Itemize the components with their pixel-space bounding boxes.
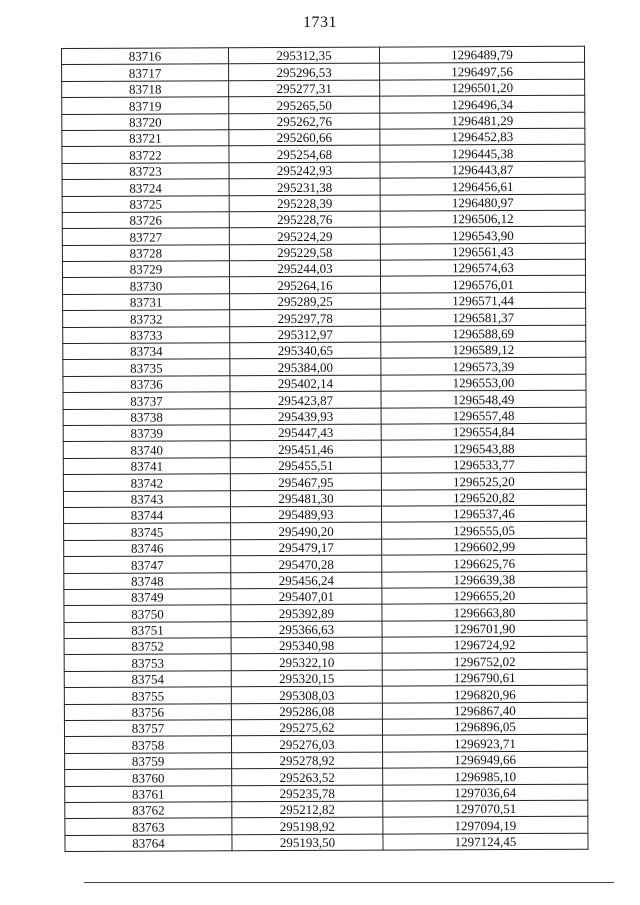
point-number-cell: 83748 xyxy=(64,572,231,589)
table-row xyxy=(62,145,585,164)
y-coordinate-cell: 1296571,44 xyxy=(381,292,586,309)
x-coordinate-cell: 295297,78 xyxy=(230,309,381,326)
table-row xyxy=(65,784,588,803)
y-coordinate-cell: 1297070,51 xyxy=(383,800,588,817)
y-coordinate-cell: 1296867,40 xyxy=(382,702,587,719)
point-number-cell: 83751 xyxy=(64,621,231,638)
table-row xyxy=(62,46,585,65)
point-number-cell: 83743 xyxy=(63,490,230,507)
x-coordinate-cell: 295224,29 xyxy=(229,227,380,244)
point-number-cell: 83719 xyxy=(62,97,229,114)
y-coordinate-cell: 1296501,20 xyxy=(380,79,585,96)
y-coordinate-cell: 1296576,01 xyxy=(381,276,586,293)
point-number-cell: 83739 xyxy=(63,425,230,442)
x-coordinate-cell: 295193,50 xyxy=(232,834,383,851)
y-coordinate-cell: 1296445,38 xyxy=(380,145,585,162)
x-coordinate-cell: 295229,58 xyxy=(229,244,380,261)
x-coordinate-cell: 295242,93 xyxy=(229,162,380,179)
table-row xyxy=(62,243,585,262)
table-row xyxy=(62,210,585,229)
point-number-cell: 83746 xyxy=(64,539,231,556)
table-row xyxy=(64,620,587,639)
table-row xyxy=(64,571,587,590)
point-number-cell: 83728 xyxy=(62,244,229,261)
point-number-cell: 83721 xyxy=(62,130,229,147)
y-coordinate-cell: 1296537,46 xyxy=(382,505,587,522)
table-row xyxy=(63,308,586,327)
y-coordinate-cell: 1296496,34 xyxy=(380,95,585,112)
point-number-cell: 83732 xyxy=(63,310,230,327)
table-row xyxy=(62,112,585,131)
table-row xyxy=(63,489,586,508)
y-coordinate-cell: 1296625,76 xyxy=(382,554,587,571)
point-number-cell: 83718 xyxy=(62,81,229,98)
y-coordinate-cell: 1296497,56 xyxy=(380,63,585,80)
y-coordinate-cell: 1296724,92 xyxy=(382,636,587,653)
table-row xyxy=(65,817,588,836)
x-coordinate-cell: 295264,16 xyxy=(230,277,381,294)
x-coordinate-cell: 295254,68 xyxy=(229,145,380,162)
point-number-cell: 83716 xyxy=(62,48,229,65)
x-coordinate-cell: 295263,52 xyxy=(232,768,383,785)
x-coordinate-cell: 295289,25 xyxy=(230,293,381,310)
table-row xyxy=(64,669,587,688)
point-number-cell: 83738 xyxy=(63,408,230,425)
x-coordinate-cell: 295490,20 xyxy=(231,522,382,539)
point-number-cell: 83749 xyxy=(64,589,231,606)
x-coordinate-cell: 295447,43 xyxy=(230,424,381,441)
table-row xyxy=(63,276,586,295)
point-number-cell: 83763 xyxy=(65,818,232,835)
table-row xyxy=(65,833,588,852)
table-row xyxy=(65,767,588,786)
point-number-cell: 83744 xyxy=(64,507,231,524)
point-number-cell: 83745 xyxy=(64,523,231,540)
table-row xyxy=(64,653,587,672)
y-coordinate-cell: 1296506,12 xyxy=(380,210,585,227)
x-coordinate-cell: 295423,87 xyxy=(230,391,381,408)
point-number-cell: 83717 xyxy=(62,64,229,81)
point-number-cell: 83725 xyxy=(62,195,229,212)
table-row xyxy=(62,177,585,196)
point-number-cell: 83730 xyxy=(63,277,230,294)
table-row xyxy=(62,63,585,82)
y-coordinate-cell: 1297124,45 xyxy=(383,833,588,850)
y-coordinate-cell: 1296581,37 xyxy=(381,308,586,325)
x-coordinate-cell: 295228,76 xyxy=(229,211,380,228)
coordinates-table xyxy=(61,46,589,852)
y-coordinate-cell: 1296533,77 xyxy=(381,456,586,473)
x-coordinate-cell: 295456,24 xyxy=(231,572,382,589)
y-coordinate-cell: 1296481,29 xyxy=(380,112,585,129)
y-coordinate-cell: 1296525,20 xyxy=(381,472,586,489)
point-number-cell: 83755 xyxy=(64,687,231,704)
table-row xyxy=(63,358,586,377)
point-number-cell: 83722 xyxy=(62,146,229,163)
table-row xyxy=(63,407,586,426)
table-row xyxy=(62,259,585,278)
point-number-cell: 83761 xyxy=(65,785,232,802)
table-row xyxy=(64,718,587,737)
x-coordinate-cell: 295340,98 xyxy=(231,637,382,654)
table-row xyxy=(63,390,586,409)
x-coordinate-cell: 295340,65 xyxy=(230,342,381,359)
point-number-cell: 83740 xyxy=(63,441,230,458)
table-row xyxy=(62,194,585,213)
x-coordinate-cell: 295407,01 xyxy=(231,588,382,605)
x-coordinate-cell: 295198,92 xyxy=(232,817,383,834)
x-coordinate-cell: 295231,38 xyxy=(229,178,380,195)
y-coordinate-cell: 1296548,49 xyxy=(381,390,586,407)
point-number-cell: 83720 xyxy=(62,113,229,130)
y-coordinate-cell: 1296555,05 xyxy=(382,522,587,539)
point-number-cell: 83731 xyxy=(63,294,230,311)
y-coordinate-cell: 1296985,10 xyxy=(383,767,588,784)
x-coordinate-cell: 295276,03 xyxy=(232,736,383,753)
x-coordinate-cell: 295286,08 xyxy=(231,703,382,720)
x-coordinate-cell: 295322,10 xyxy=(231,654,382,671)
table-row xyxy=(63,292,586,311)
point-number-cell: 83750 xyxy=(64,605,231,622)
y-coordinate-cell: 1296589,12 xyxy=(381,341,586,358)
y-coordinate-cell: 1296554,84 xyxy=(381,423,586,440)
table-row xyxy=(64,554,587,573)
y-coordinate-cell: 1296452,83 xyxy=(380,128,585,145)
point-number-cell: 83762 xyxy=(65,802,232,819)
x-coordinate-cell: 295481,30 xyxy=(230,490,381,507)
point-number-cell: 83753 xyxy=(64,654,231,671)
point-number-cell: 83741 xyxy=(63,458,230,475)
x-coordinate-cell: 295366,63 xyxy=(231,621,382,638)
y-coordinate-cell: 1296543,88 xyxy=(381,440,586,457)
table-row xyxy=(63,341,586,360)
x-coordinate-cell: 295235,78 xyxy=(232,785,383,802)
y-coordinate-cell: 1296655,20 xyxy=(382,587,587,604)
y-coordinate-cell: 1297036,64 xyxy=(383,784,588,801)
y-coordinate-cell: 1296820,96 xyxy=(382,685,587,702)
table-row xyxy=(62,79,585,98)
table-row xyxy=(63,456,586,475)
point-number-cell: 83764 xyxy=(65,835,232,852)
table-body xyxy=(62,46,588,851)
point-number-cell: 83760 xyxy=(65,769,232,786)
x-coordinate-cell: 295296,53 xyxy=(229,64,380,81)
point-number-cell: 83724 xyxy=(62,179,229,196)
y-coordinate-cell: 1296602,99 xyxy=(382,538,587,555)
x-coordinate-cell: 295312,97 xyxy=(230,326,381,343)
point-number-cell: 83758 xyxy=(65,736,232,753)
table-row xyxy=(64,505,587,524)
x-coordinate-cell: 295260,66 xyxy=(229,129,380,146)
y-coordinate-cell: 1296949,66 xyxy=(383,751,588,768)
point-number-cell: 83726 xyxy=(62,212,229,229)
point-number-cell: 83733 xyxy=(63,326,230,343)
y-coordinate-cell: 1296588,69 xyxy=(381,325,586,342)
table-row xyxy=(65,751,588,770)
x-coordinate-cell: 295312,35 xyxy=(229,47,380,64)
point-number-cell: 83757 xyxy=(64,720,231,737)
page-number: 1731 xyxy=(303,14,337,31)
x-coordinate-cell: 295384,00 xyxy=(230,359,381,376)
x-coordinate-cell: 295479,17 xyxy=(231,539,382,556)
y-coordinate-cell: 1296701,90 xyxy=(382,620,587,637)
x-coordinate-cell: 295244,03 xyxy=(229,260,380,277)
point-number-cell: 83735 xyxy=(63,359,230,376)
y-coordinate-cell: 1296752,02 xyxy=(382,653,587,670)
y-coordinate-cell: 1296443,87 xyxy=(380,161,585,178)
y-coordinate-cell: 1296573,39 xyxy=(381,358,586,375)
x-coordinate-cell: 295265,50 xyxy=(229,96,380,113)
point-number-cell: 83729 xyxy=(62,261,229,278)
x-coordinate-cell: 295467,95 xyxy=(230,473,381,490)
point-number-cell: 83723 xyxy=(62,163,229,180)
x-coordinate-cell: 295277,31 xyxy=(229,80,380,97)
table-row xyxy=(64,685,587,704)
y-coordinate-cell: 1296520,82 xyxy=(381,489,586,506)
y-coordinate-cell: 1296557,48 xyxy=(381,407,586,424)
table-row xyxy=(64,538,587,557)
y-coordinate-cell: 1296456,61 xyxy=(380,177,585,194)
x-coordinate-cell: 295392,89 xyxy=(231,604,382,621)
y-coordinate-cell: 1296543,90 xyxy=(380,227,585,244)
point-number-cell: 83742 xyxy=(63,474,230,491)
x-coordinate-cell: 295470,28 xyxy=(231,555,382,572)
point-number-cell: 83752 xyxy=(64,638,231,655)
x-coordinate-cell: 295262,76 xyxy=(229,113,380,130)
table-row xyxy=(62,95,585,114)
point-number-cell: 83759 xyxy=(65,753,232,770)
point-number-cell: 83747 xyxy=(64,556,231,573)
x-coordinate-cell: 295228,39 xyxy=(229,195,380,212)
table-row xyxy=(63,374,586,393)
table-row xyxy=(63,440,586,459)
x-coordinate-cell: 295402,14 xyxy=(230,375,381,392)
x-coordinate-cell: 295455,51 xyxy=(230,457,381,474)
y-coordinate-cell: 1296663,80 xyxy=(382,603,587,620)
y-coordinate-cell: 1296923,71 xyxy=(383,735,588,752)
x-coordinate-cell: 295439,93 xyxy=(230,408,381,425)
x-coordinate-cell: 295320,15 xyxy=(231,670,382,687)
x-coordinate-cell: 295308,03 xyxy=(231,686,382,703)
point-number-cell: 83727 xyxy=(62,228,229,245)
y-coordinate-cell: 1296639,38 xyxy=(382,571,587,588)
y-coordinate-cell: 1296896,05 xyxy=(382,718,587,735)
table-row xyxy=(63,325,586,344)
x-coordinate-cell: 295489,93 xyxy=(231,506,382,523)
table-row xyxy=(64,702,587,721)
table-row xyxy=(64,636,587,655)
y-coordinate-cell: 1297094,19 xyxy=(383,817,588,834)
x-coordinate-cell: 295212,82 xyxy=(232,801,383,818)
y-coordinate-cell: 1296790,61 xyxy=(382,669,587,686)
table-row xyxy=(62,161,585,180)
bottom-rule xyxy=(84,882,614,883)
table-row xyxy=(64,603,587,622)
table-row xyxy=(62,227,585,246)
y-coordinate-cell: 1296480,97 xyxy=(380,194,585,211)
y-coordinate-cell: 1296489,79 xyxy=(379,46,584,63)
point-number-cell: 83754 xyxy=(64,671,231,688)
point-number-cell: 83734 xyxy=(63,343,230,360)
y-coordinate-cell: 1296553,00 xyxy=(381,374,586,391)
table-row xyxy=(65,735,588,754)
table-row xyxy=(65,800,588,819)
point-number-cell: 83737 xyxy=(63,392,230,409)
y-coordinate-cell: 1296561,43 xyxy=(380,243,585,260)
x-coordinate-cell: 295278,92 xyxy=(232,752,383,769)
table-row xyxy=(63,423,586,442)
x-coordinate-cell: 295451,46 xyxy=(230,440,381,457)
point-number-cell: 83736 xyxy=(63,376,230,393)
table-row xyxy=(62,128,585,147)
table-row xyxy=(64,522,587,541)
table-row xyxy=(64,587,587,606)
y-coordinate-cell: 1296574,63 xyxy=(380,259,585,276)
point-number-cell: 83756 xyxy=(64,703,231,720)
table-row xyxy=(63,472,586,491)
x-coordinate-cell: 295275,62 xyxy=(231,719,382,736)
